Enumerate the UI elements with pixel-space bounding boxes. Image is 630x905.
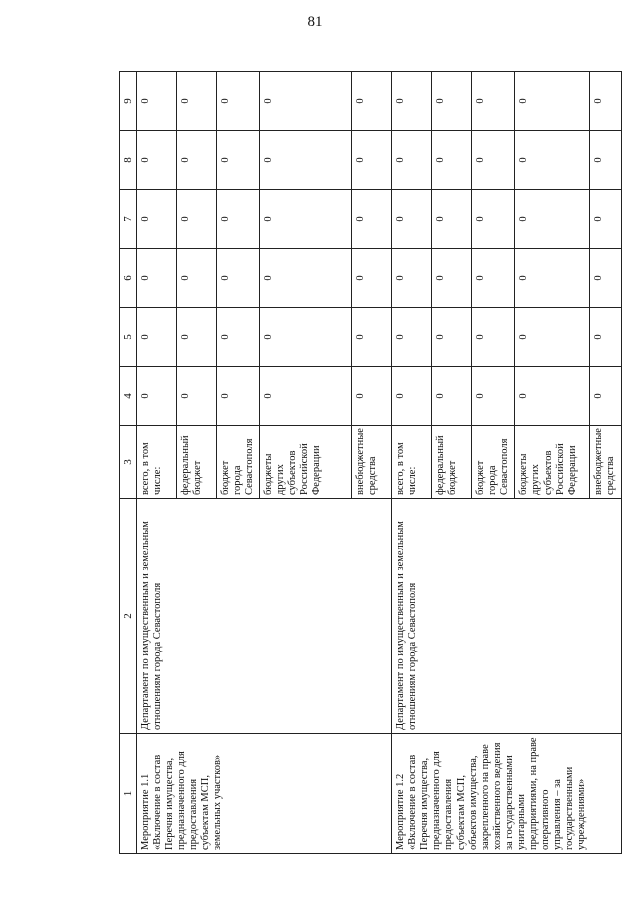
source-cell: бюджет города Севастополя xyxy=(472,426,515,499)
value-cell: 0 xyxy=(260,308,352,367)
source-cell: всего, в том числе: xyxy=(392,426,432,499)
value-cell: 0 xyxy=(590,367,621,426)
page-number: 81 xyxy=(307,14,323,30)
value-cell: 0 xyxy=(177,367,217,426)
column-header: 6 xyxy=(120,249,137,308)
column-header: 1 xyxy=(120,734,137,854)
value-cell: 0 xyxy=(432,131,472,190)
value-cell: 0 xyxy=(515,367,590,426)
value-cell: 0 xyxy=(392,367,432,426)
value-cell: 0 xyxy=(137,249,177,308)
column-number-row xyxy=(120,72,137,854)
responsible-cell: Департамент по имущественным и земельным отношениям города Севастополя xyxy=(137,499,392,734)
source-cell: бюджет города Севастополя xyxy=(217,426,260,499)
value-cell: 0 xyxy=(515,308,590,367)
value-cell: 0 xyxy=(432,190,472,249)
value-cell: 0 xyxy=(472,308,515,367)
value-cell: 0 xyxy=(392,249,432,308)
value-cell: 0 xyxy=(392,72,432,131)
value-cell: 0 xyxy=(392,190,432,249)
source-cell: бюджеты других субъектов Российской Федерации xyxy=(515,426,590,499)
column-header: 7 xyxy=(120,190,137,249)
value-cell: 0 xyxy=(260,190,352,249)
measure-cell: Мероприятие 1.2 «Включение в состав Перечня имущества, предназначенного для предоставления субъектам МСП, объектов имущества, закрепленного на праве хозяйственного ведения за государственными унитарными предприятиями, на праве оперативного управления – за государственными учреждениями» xyxy=(392,734,621,854)
value-cell: 0 xyxy=(177,131,217,190)
value-cell: 0 xyxy=(472,249,515,308)
value-cell: 0 xyxy=(217,131,260,190)
column-header: 9 xyxy=(120,72,137,131)
value-cell: 0 xyxy=(217,367,260,426)
source-cell: федеральный бюджет xyxy=(177,426,217,499)
value-cell: 0 xyxy=(137,190,177,249)
value-cell: 0 xyxy=(352,308,392,367)
value-cell: 0 xyxy=(260,131,352,190)
value-cell: 0 xyxy=(432,367,472,426)
value-cell: 0 xyxy=(260,72,352,131)
measure-cell: Мероприятие 1.1 «Включение в состав Перечня имущества, предназначенного для предоставления субъектам МСП, земельных участков» xyxy=(137,734,392,854)
column-header: 3 xyxy=(120,426,137,499)
value-cell: 0 xyxy=(137,308,177,367)
source-cell: внебюджетные средства xyxy=(352,426,392,499)
column-header: 2 xyxy=(120,499,137,734)
value-cell: 0 xyxy=(137,367,177,426)
column-header: 5 xyxy=(120,308,137,367)
value-cell: 0 xyxy=(472,190,515,249)
column-header: 8 xyxy=(120,131,137,190)
value-cell: 0 xyxy=(515,190,590,249)
value-cell: 0 xyxy=(515,131,590,190)
source-cell: всего, в том числе: xyxy=(137,426,177,499)
value-cell: 0 xyxy=(515,249,590,308)
value-cell: 0 xyxy=(472,131,515,190)
value-cell: 0 xyxy=(352,72,392,131)
value-cell: 0 xyxy=(177,72,217,131)
value-cell: 0 xyxy=(392,308,432,367)
value-cell: 0 xyxy=(352,367,392,426)
budget-table xyxy=(119,71,622,854)
value-cell: 0 xyxy=(217,249,260,308)
value-cell: 0 xyxy=(590,72,621,131)
value-cell: 0 xyxy=(137,131,177,190)
value-cell: 0 xyxy=(590,249,621,308)
value-cell: 0 xyxy=(177,308,217,367)
table-row xyxy=(137,72,177,854)
value-cell: 0 xyxy=(177,249,217,308)
value-cell: 0 xyxy=(137,72,177,131)
value-cell: 0 xyxy=(590,190,621,249)
source-cell: федеральный бюджет xyxy=(432,426,472,499)
value-cell: 0 xyxy=(590,131,621,190)
value-cell: 0 xyxy=(260,367,352,426)
value-cell: 0 xyxy=(515,72,590,131)
value-cell: 0 xyxy=(472,72,515,131)
value-cell: 0 xyxy=(432,72,472,131)
table-row xyxy=(392,72,432,854)
value-cell: 0 xyxy=(217,308,260,367)
value-cell: 0 xyxy=(217,190,260,249)
value-cell: 0 xyxy=(352,190,392,249)
responsible-cell: Департамент по имущественным и земельным отношениям города Севастополя xyxy=(392,499,621,734)
value-cell: 0 xyxy=(260,249,352,308)
value-cell: 0 xyxy=(472,367,515,426)
source-cell: внебюджетные средства xyxy=(590,426,621,499)
column-header: 4 xyxy=(120,367,137,426)
value-cell: 0 xyxy=(392,131,432,190)
value-cell: 0 xyxy=(590,308,621,367)
value-cell: 0 xyxy=(352,131,392,190)
source-cell: бюджеты других субъектов Российской Федерации xyxy=(260,426,352,499)
value-cell: 0 xyxy=(352,249,392,308)
rotated-table-container xyxy=(119,72,617,854)
value-cell: 0 xyxy=(177,190,217,249)
value-cell: 0 xyxy=(432,308,472,367)
value-cell: 0 xyxy=(217,72,260,131)
value-cell: 0 xyxy=(432,249,472,308)
